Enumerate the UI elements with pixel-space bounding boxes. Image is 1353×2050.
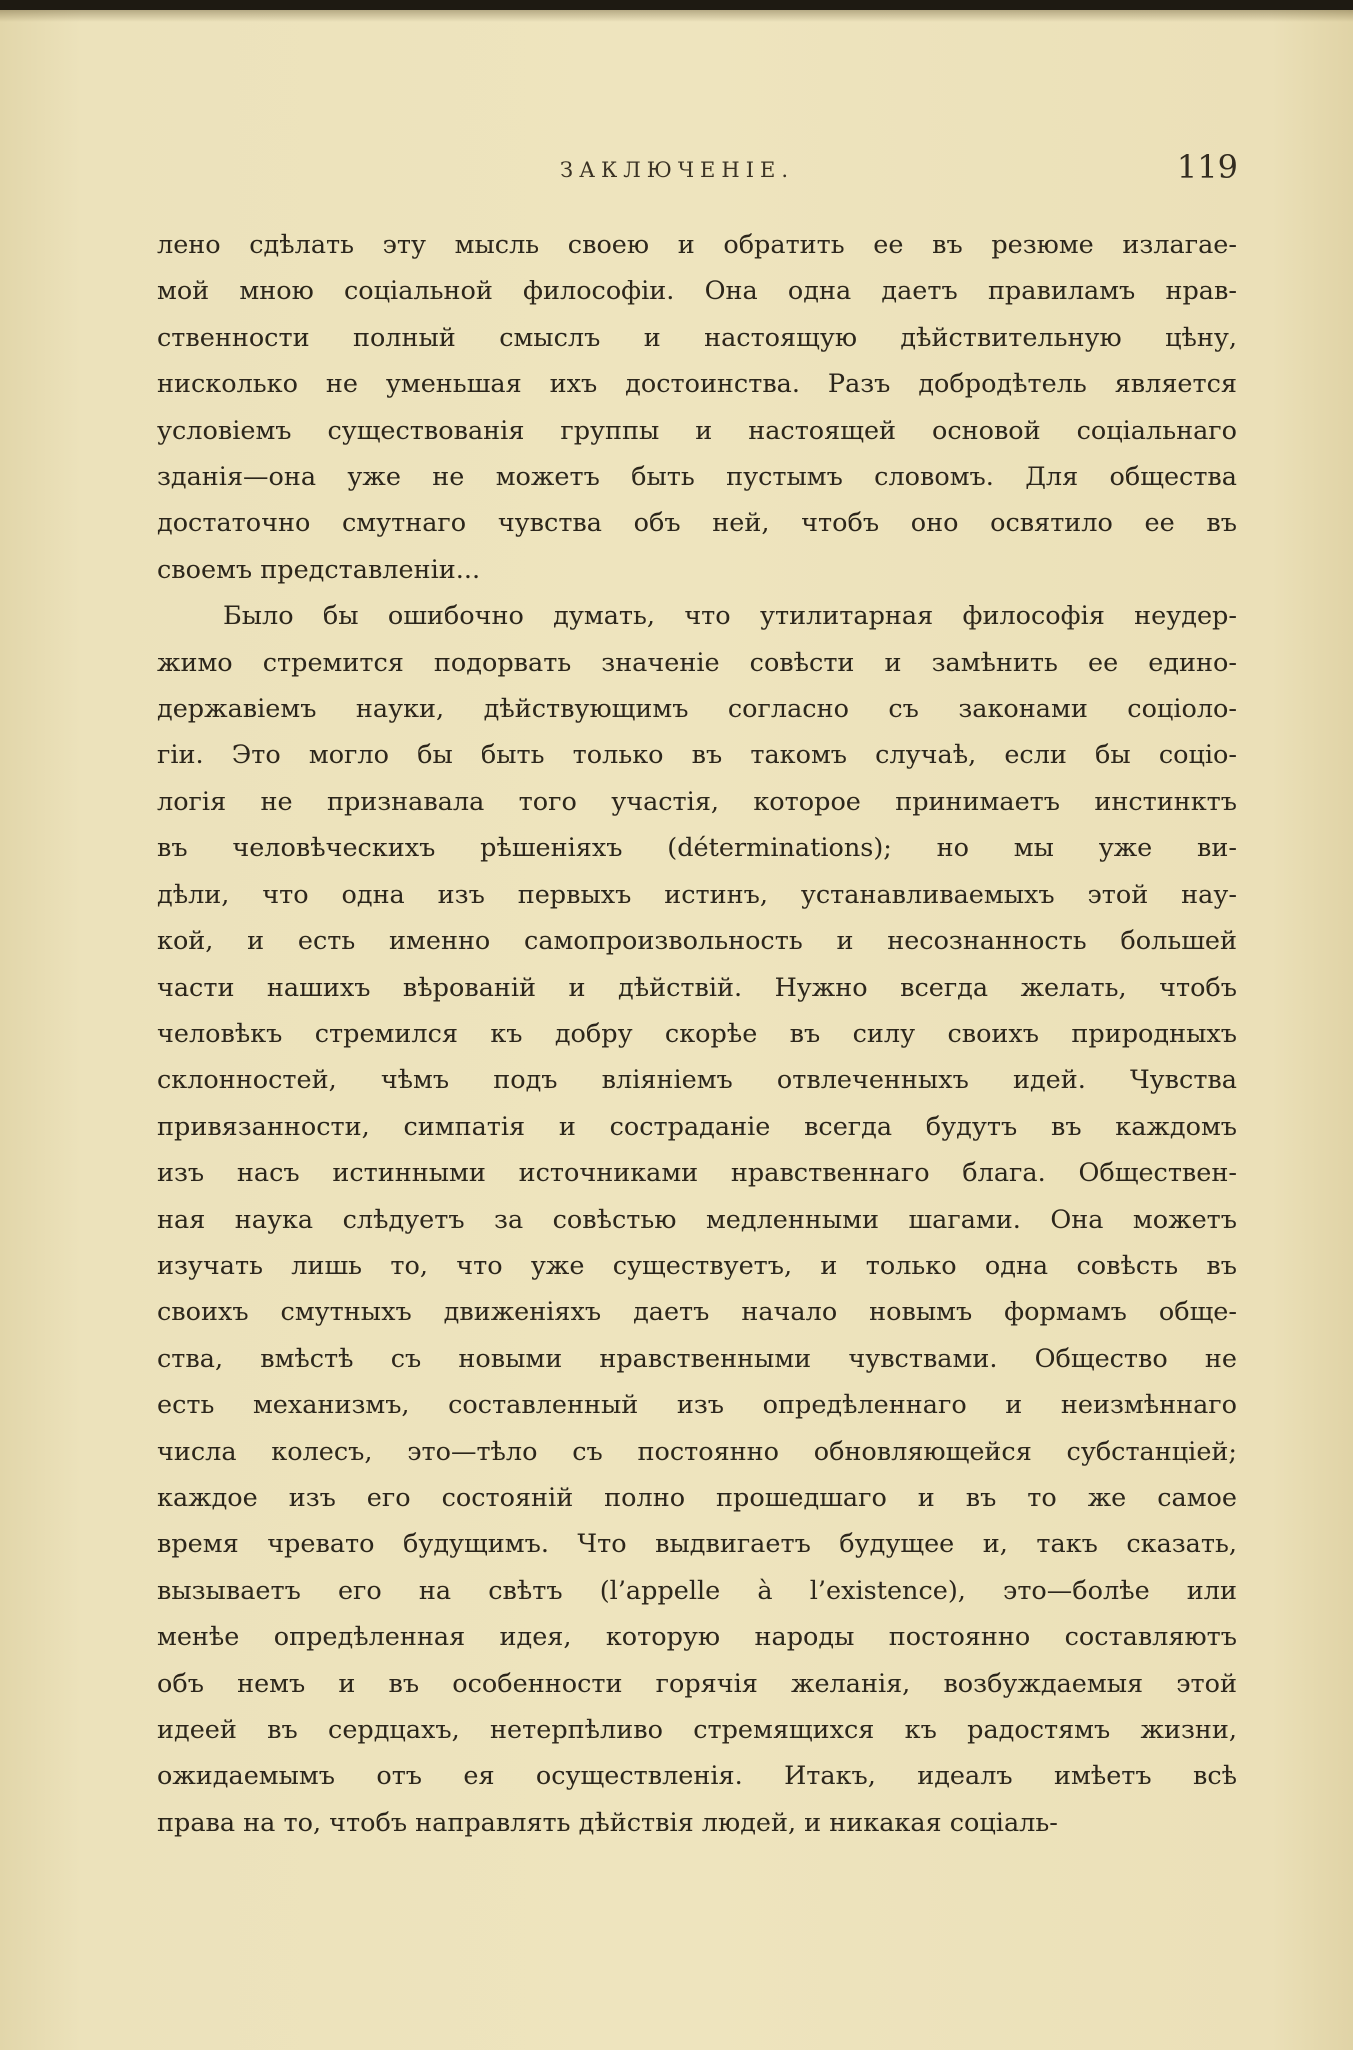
text-line: державіемъ науки, дѣйствующимъ согласно съ законами соціоло- (157, 694, 1237, 725)
text-line: есть механизмъ, составленный изъ опредѣленнаго и неизмѣннаго (157, 1390, 1237, 1421)
text-line: вызываетъ его на свѣтъ (l’appelle à l’existence), это—болѣе или (157, 1575, 1237, 1606)
text-line: лено сдѣлать эту мысль своею и обратить ее въ резюме излагае- (157, 230, 1237, 260)
text-line: ства, вмѣстѣ съ новыми нравственными чувствами. Общество не (157, 1343, 1237, 1374)
text-line: зданія—она уже не можетъ быть пустымъ словомъ. Для общества (157, 462, 1237, 493)
paragraph (157, 222, 1237, 593)
text-line: достаточно смутнаго чувства объ ней, чтобъ оно освятило ее въ (157, 508, 1237, 539)
text-line: объ немъ и въ особенности горячія желанія, возбуждаемыя этой (157, 1668, 1237, 1699)
running-head: ЗАКЛЮЧЕНІЕ. (560, 158, 794, 182)
text-line: идеей въ сердцахъ, нетерпѣливо стремящихся къ радостямъ жизни, (157, 1715, 1237, 1745)
text-line: каждое изъ его состояній полно прошедшаго и въ то же самое (157, 1482, 1237, 1513)
text-line: Было бы ошибочно думать, что утилитарная философія неудер- (223, 601, 1237, 632)
page-top-edge (0, 0, 1353, 10)
text-line: права на то, чтобъ направлять дѣйствія людей, и никакая соціаль- (157, 1807, 1058, 1838)
text-line: человѣкъ стремился къ добру скорѣе въ силу своихъ природныхъ (157, 1018, 1237, 1049)
text-line: менѣе опредѣленная идея, которую народы постоянно составляютъ (157, 1622, 1237, 1653)
text-line: ожидаемымъ отъ ея осуществленія. Итакъ, идеалъ имѣетъ всѣ (157, 1761, 1237, 1792)
page-top-shadow (0, 10, 1353, 22)
text-line: въ человѣческихъ рѣшеніяхъ (déterminations); но мы уже ви- (157, 833, 1237, 864)
paragraph (157, 593, 1237, 1846)
text-line: жимо стремится подорвать значеніе совѣсти и замѣнить ее едино- (157, 647, 1237, 678)
text-line: части нашихъ вѣрованій и дѣйствій. Нужно всегда желать, чтобъ (157, 972, 1237, 1003)
text-line: нисколько не уменьшая ихъ достоинства. Разъ добродѣтель является (157, 369, 1237, 400)
text-line: мой мною соціальной философіи. Она одна даетъ правиламъ нрав- (157, 276, 1237, 307)
text-line: своихъ смутныхъ движеніяхъ даетъ начало новымъ формамъ обще- (157, 1297, 1237, 1328)
text-line: изучать лишь то, что уже существуетъ, и только одна совѣсть въ (157, 1250, 1237, 1281)
text-line: привязанности, симпатія и состраданіе всегда будутъ въ каждомъ (157, 1111, 1237, 1142)
text-line: изъ насъ истинными источниками нравственнаго блага. Обществен- (157, 1158, 1237, 1189)
text-line: числа колесъ, это—тѣло съ постоянно обновляющейся субстанціей; (157, 1436, 1237, 1467)
text-line: кой, и есть именно самопроизвольность и несознанность большей (157, 926, 1237, 957)
text-line: логія не признавала того участія, которое принимаетъ инстинктъ (157, 786, 1237, 817)
text-line: условіемъ существованія группы и настоящей основой соціальнаго (157, 415, 1237, 446)
text-line: дѣли, что одна изъ первыхъ истинъ, устанавливаемыхъ этой нау- (157, 879, 1237, 910)
text-line: своемъ представленіи... (157, 554, 481, 585)
page-number: 119 (1176, 148, 1238, 186)
text-line: ственности полный смыслъ и настоящую дѣйствительную цѣну, (157, 322, 1237, 353)
text-line: склонностей, чѣмъ подъ вліяніемъ отвлеченныхъ идей. Чувства (157, 1065, 1237, 1096)
text-line: гіи. Это могло бы быть только въ такомъ случаѣ, если бы соціо- (157, 740, 1237, 771)
text-line: время чревато будущимъ. Что выдвигаетъ будущее и, такъ сказать, (157, 1529, 1237, 1560)
body-text (157, 222, 1237, 1846)
text-line: ная наука слѣдуетъ за совѣстью медленными шагами. Она можетъ (157, 1204, 1237, 1235)
